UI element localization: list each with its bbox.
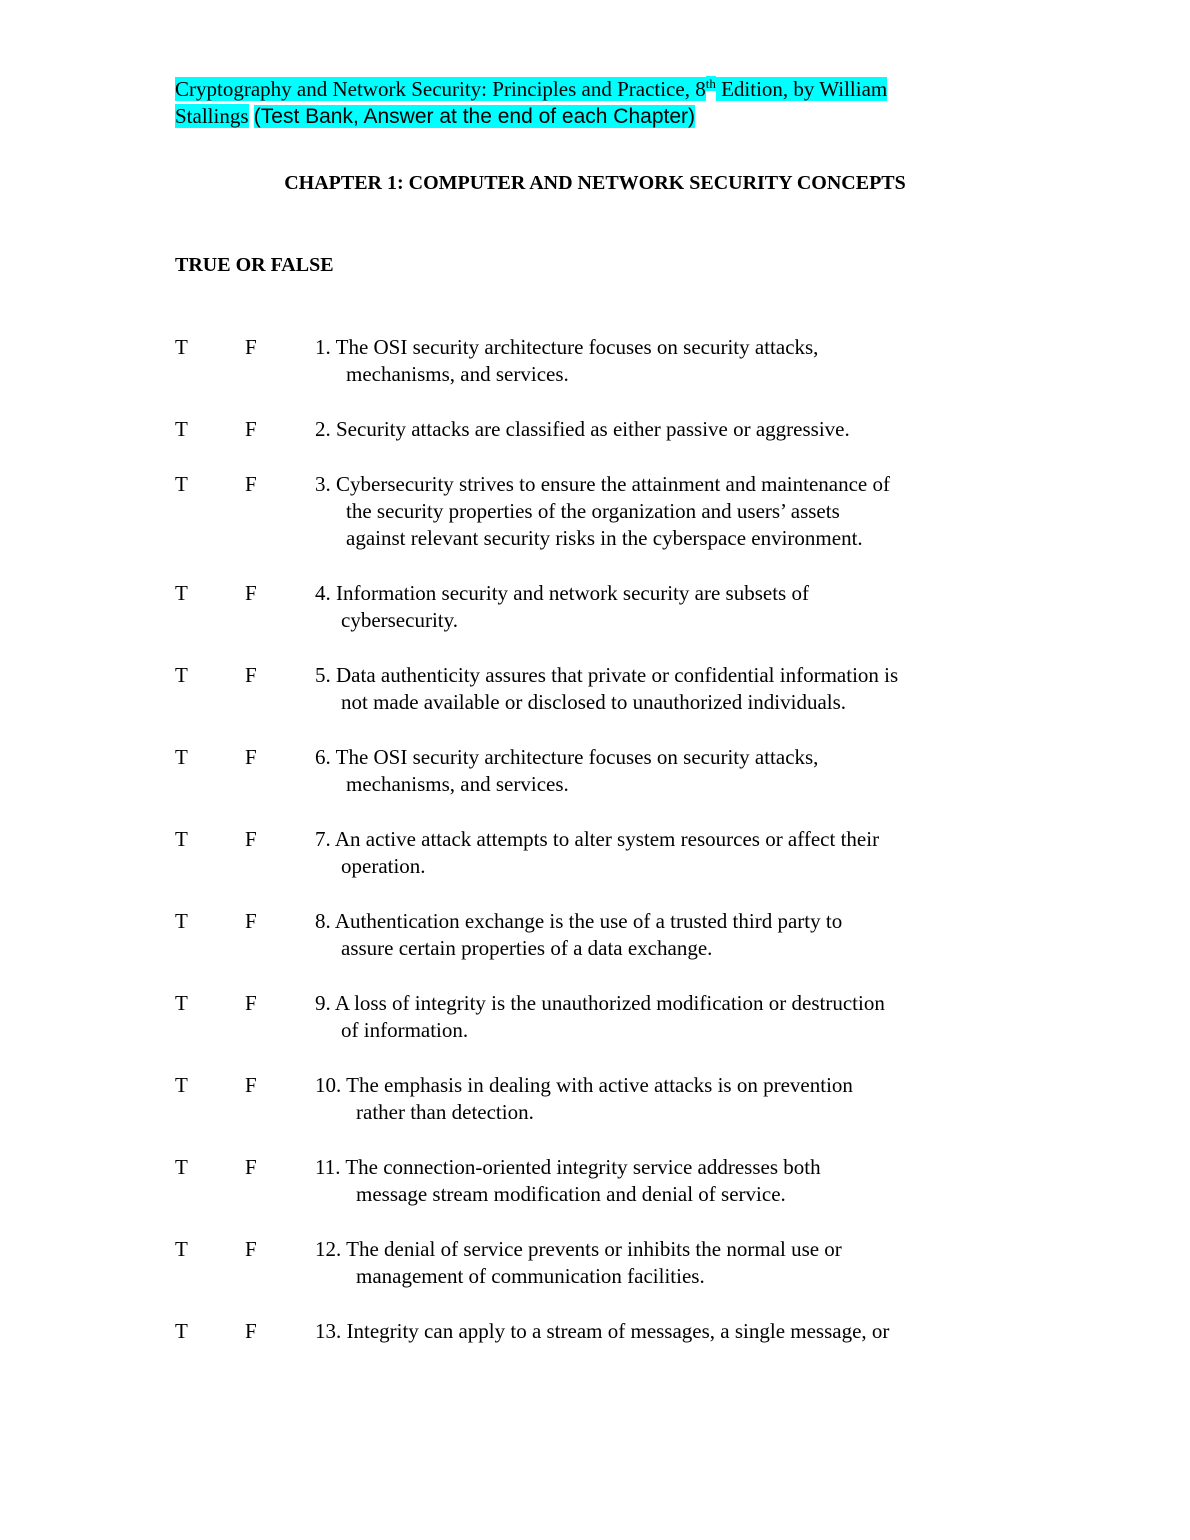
question-line: 10. The emphasis in dealing with active attacks is on prevention xyxy=(315,1073,853,1097)
answer-false-option: F xyxy=(245,991,257,1015)
question-line: 2. Security attacks are classified as either passive or aggressive. xyxy=(315,417,850,441)
answer-true-option: T xyxy=(175,1319,188,1343)
answer-true-option: T xyxy=(175,1073,188,1097)
answer-true-option: T xyxy=(175,1155,188,1179)
answer-true-option: T xyxy=(175,472,188,496)
header-title-superscript: th xyxy=(705,76,716,91)
question-line: 6. The OSI security architecture focuses on security attacks, xyxy=(315,745,819,769)
question-line: 13. Integrity can apply to a stream of messages, a single message, or xyxy=(315,1319,890,1343)
question-line: mechanisms, and services. xyxy=(346,362,569,386)
answer-false-option: F xyxy=(245,472,257,496)
question-text xyxy=(315,416,1035,443)
answer-true-option: T xyxy=(175,335,188,359)
document-header xyxy=(175,70,1035,130)
question-line: operation. xyxy=(341,854,426,878)
chapter-title: CHAPTER 1: COMPUTER AND NETWORK SECURITY CONCEPTS xyxy=(284,172,906,194)
answer-true-option: T xyxy=(175,991,188,1015)
question-line: against relevant security risks in the cyberspace environment. xyxy=(346,526,863,550)
answer-true-option: T xyxy=(175,1237,188,1261)
answer-false-option: F xyxy=(245,417,257,441)
question-text xyxy=(315,580,1035,634)
header-note: (Test Bank, Answer at the end of each Chapter) xyxy=(253,105,696,128)
question-line: cybersecurity. xyxy=(341,608,458,632)
answer-false-option: F xyxy=(245,335,257,359)
question-text xyxy=(315,990,1035,1044)
header-title-part1: Cryptography and Network Security: Principles and Practice, 8 xyxy=(175,77,706,101)
header-author: Stallings xyxy=(175,104,249,128)
header-title-part2: Edition, by William xyxy=(715,77,888,101)
answer-true-option: T xyxy=(175,663,188,687)
answer-true-option: T xyxy=(175,745,188,769)
question-line: 8. Authentication exchange is the use of a trusted third party to xyxy=(315,909,843,933)
question-text xyxy=(315,744,1035,798)
answer-false-option: F xyxy=(245,745,257,769)
question-line: message stream modification and denial of service. xyxy=(356,1182,786,1206)
question-text xyxy=(315,471,1035,552)
answer-false-option: F xyxy=(245,827,257,851)
answer-false-option: F xyxy=(245,1155,257,1179)
question-text xyxy=(315,1318,1035,1345)
answer-true-option: T xyxy=(175,581,188,605)
question-line: not made available or disclosed to unauthorized individuals. xyxy=(341,690,847,714)
question-line: 9. A loss of integrity is the unauthorized modification or destruction xyxy=(315,991,885,1015)
question-line: 1. The OSI security architecture focuses on security attacks, xyxy=(315,335,819,359)
question-line: 4. Information security and network security are subsets of xyxy=(315,581,809,605)
answer-false-option: F xyxy=(245,909,257,933)
question-line: the security properties of the organization and users’ assets xyxy=(346,499,840,523)
section-title: TRUE OR FALSE xyxy=(175,254,334,276)
question-text xyxy=(315,1154,1035,1208)
answer-true-option: T xyxy=(175,417,188,441)
answer-false-option: F xyxy=(245,1319,257,1343)
question-line: management of communication facilities. xyxy=(356,1264,705,1288)
question-line: of information. xyxy=(341,1018,469,1042)
question-text xyxy=(315,1072,1035,1126)
question-line: 3. Cybersecurity strives to ensure the attainment and maintenance of xyxy=(315,472,890,496)
question-text xyxy=(315,826,1035,880)
question-line: mechanisms, and services. xyxy=(346,772,569,796)
answer-false-option: F xyxy=(245,1237,257,1261)
question-line: 7. An active attack attempts to alter system resources or affect their xyxy=(315,827,880,851)
question-text xyxy=(315,908,1035,962)
question-line: 12. The denial of service prevents or inhibits the normal use or xyxy=(315,1237,842,1261)
question-line: 5. Data authenticity assures that private or confidential information is xyxy=(315,663,899,687)
answer-false-option: F xyxy=(245,663,257,687)
answer-false-option: F xyxy=(245,581,257,605)
question-text xyxy=(315,334,1035,388)
question-text xyxy=(315,1236,1035,1290)
question-line: 11. The connection-oriented integrity service addresses both xyxy=(315,1155,821,1179)
question-text xyxy=(315,662,1035,716)
answer-false-option: F xyxy=(245,1073,257,1097)
answer-true-option: T xyxy=(175,827,188,851)
question-line: rather than detection. xyxy=(356,1100,534,1124)
answer-true-option: T xyxy=(175,909,188,933)
question-line: assure certain properties of a data exchange. xyxy=(341,936,713,960)
